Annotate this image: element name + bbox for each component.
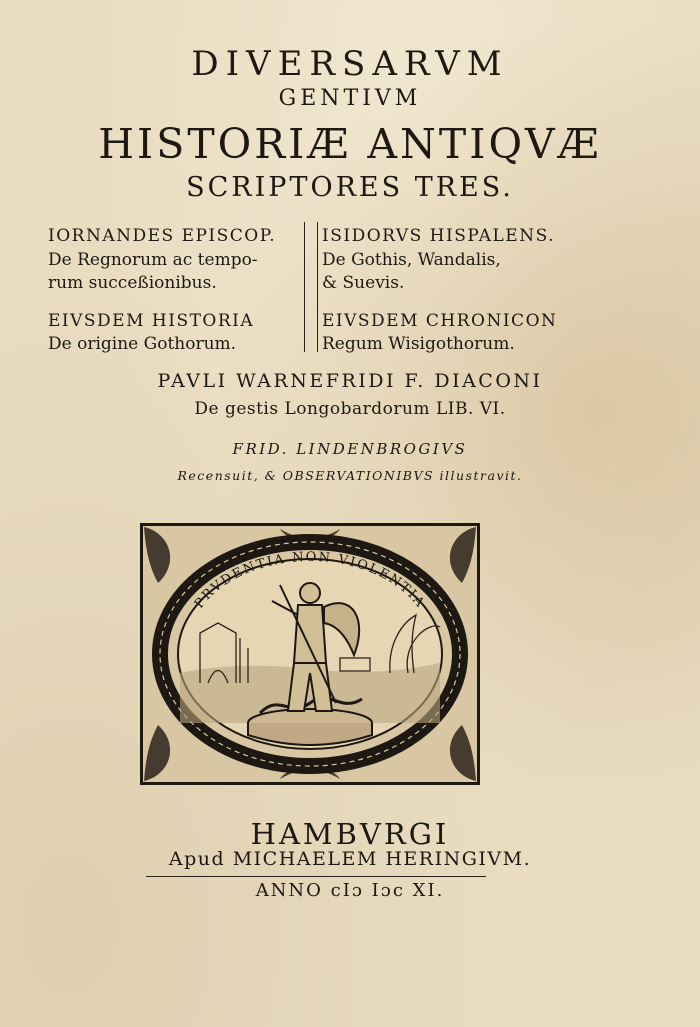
editor-note: Recensuit, & OBSERVATIONIBVS illustravit. bbox=[177, 468, 523, 483]
right-work-line-1: De Gothis, Wandalis, bbox=[322, 250, 501, 270]
right-author-heading: ISIDORVS HISPALENS. bbox=[322, 226, 556, 246]
imprint-rule bbox=[146, 876, 486, 877]
left-work-line-2: rum succeßionibus. bbox=[48, 273, 217, 293]
title-line-4: SCRIPTORES TRES. bbox=[186, 172, 514, 203]
title-line-1: DIVERSARVM bbox=[191, 44, 509, 84]
emblem-motto: PRVDENTIA NON VIOLENTIA bbox=[191, 549, 429, 612]
left-second-heading: EIVSDEM HISTORIA bbox=[48, 311, 255, 331]
title-line-3: HISTORIÆ ANTIQVÆ bbox=[98, 120, 602, 168]
left-second-line: De origine Gothorum. bbox=[48, 334, 237, 354]
right-second-line: Regum Wisigothorum. bbox=[322, 334, 515, 354]
editor-name: FRID. LINDENBROGIVS bbox=[232, 440, 468, 458]
third-author-work: De gestis Longobardorum LIB. VI. bbox=[194, 399, 506, 419]
column-divider bbox=[304, 222, 318, 352]
printers-device-emblem bbox=[140, 523, 480, 785]
imprint-publisher: Apud MICHAELEM HERINGIVM. bbox=[168, 848, 532, 870]
left-author-heading: IORNANDES EPISCOP. bbox=[48, 226, 277, 246]
imprint-place: HAMBVRGI bbox=[250, 817, 450, 851]
imprint-year: ANNO cIɔ Iɔc XI. bbox=[255, 880, 445, 901]
left-work-line-1: De Regnorum ac tempo- bbox=[48, 250, 258, 270]
right-work-line-2: & Suevis. bbox=[322, 273, 405, 293]
third-author-name: PAVLI WARNEFRIDI F. DIACONI bbox=[157, 370, 543, 392]
title-line-2: GENTIVM bbox=[278, 86, 422, 111]
right-second-heading: EIVSDEM CHRONICON bbox=[322, 311, 558, 331]
